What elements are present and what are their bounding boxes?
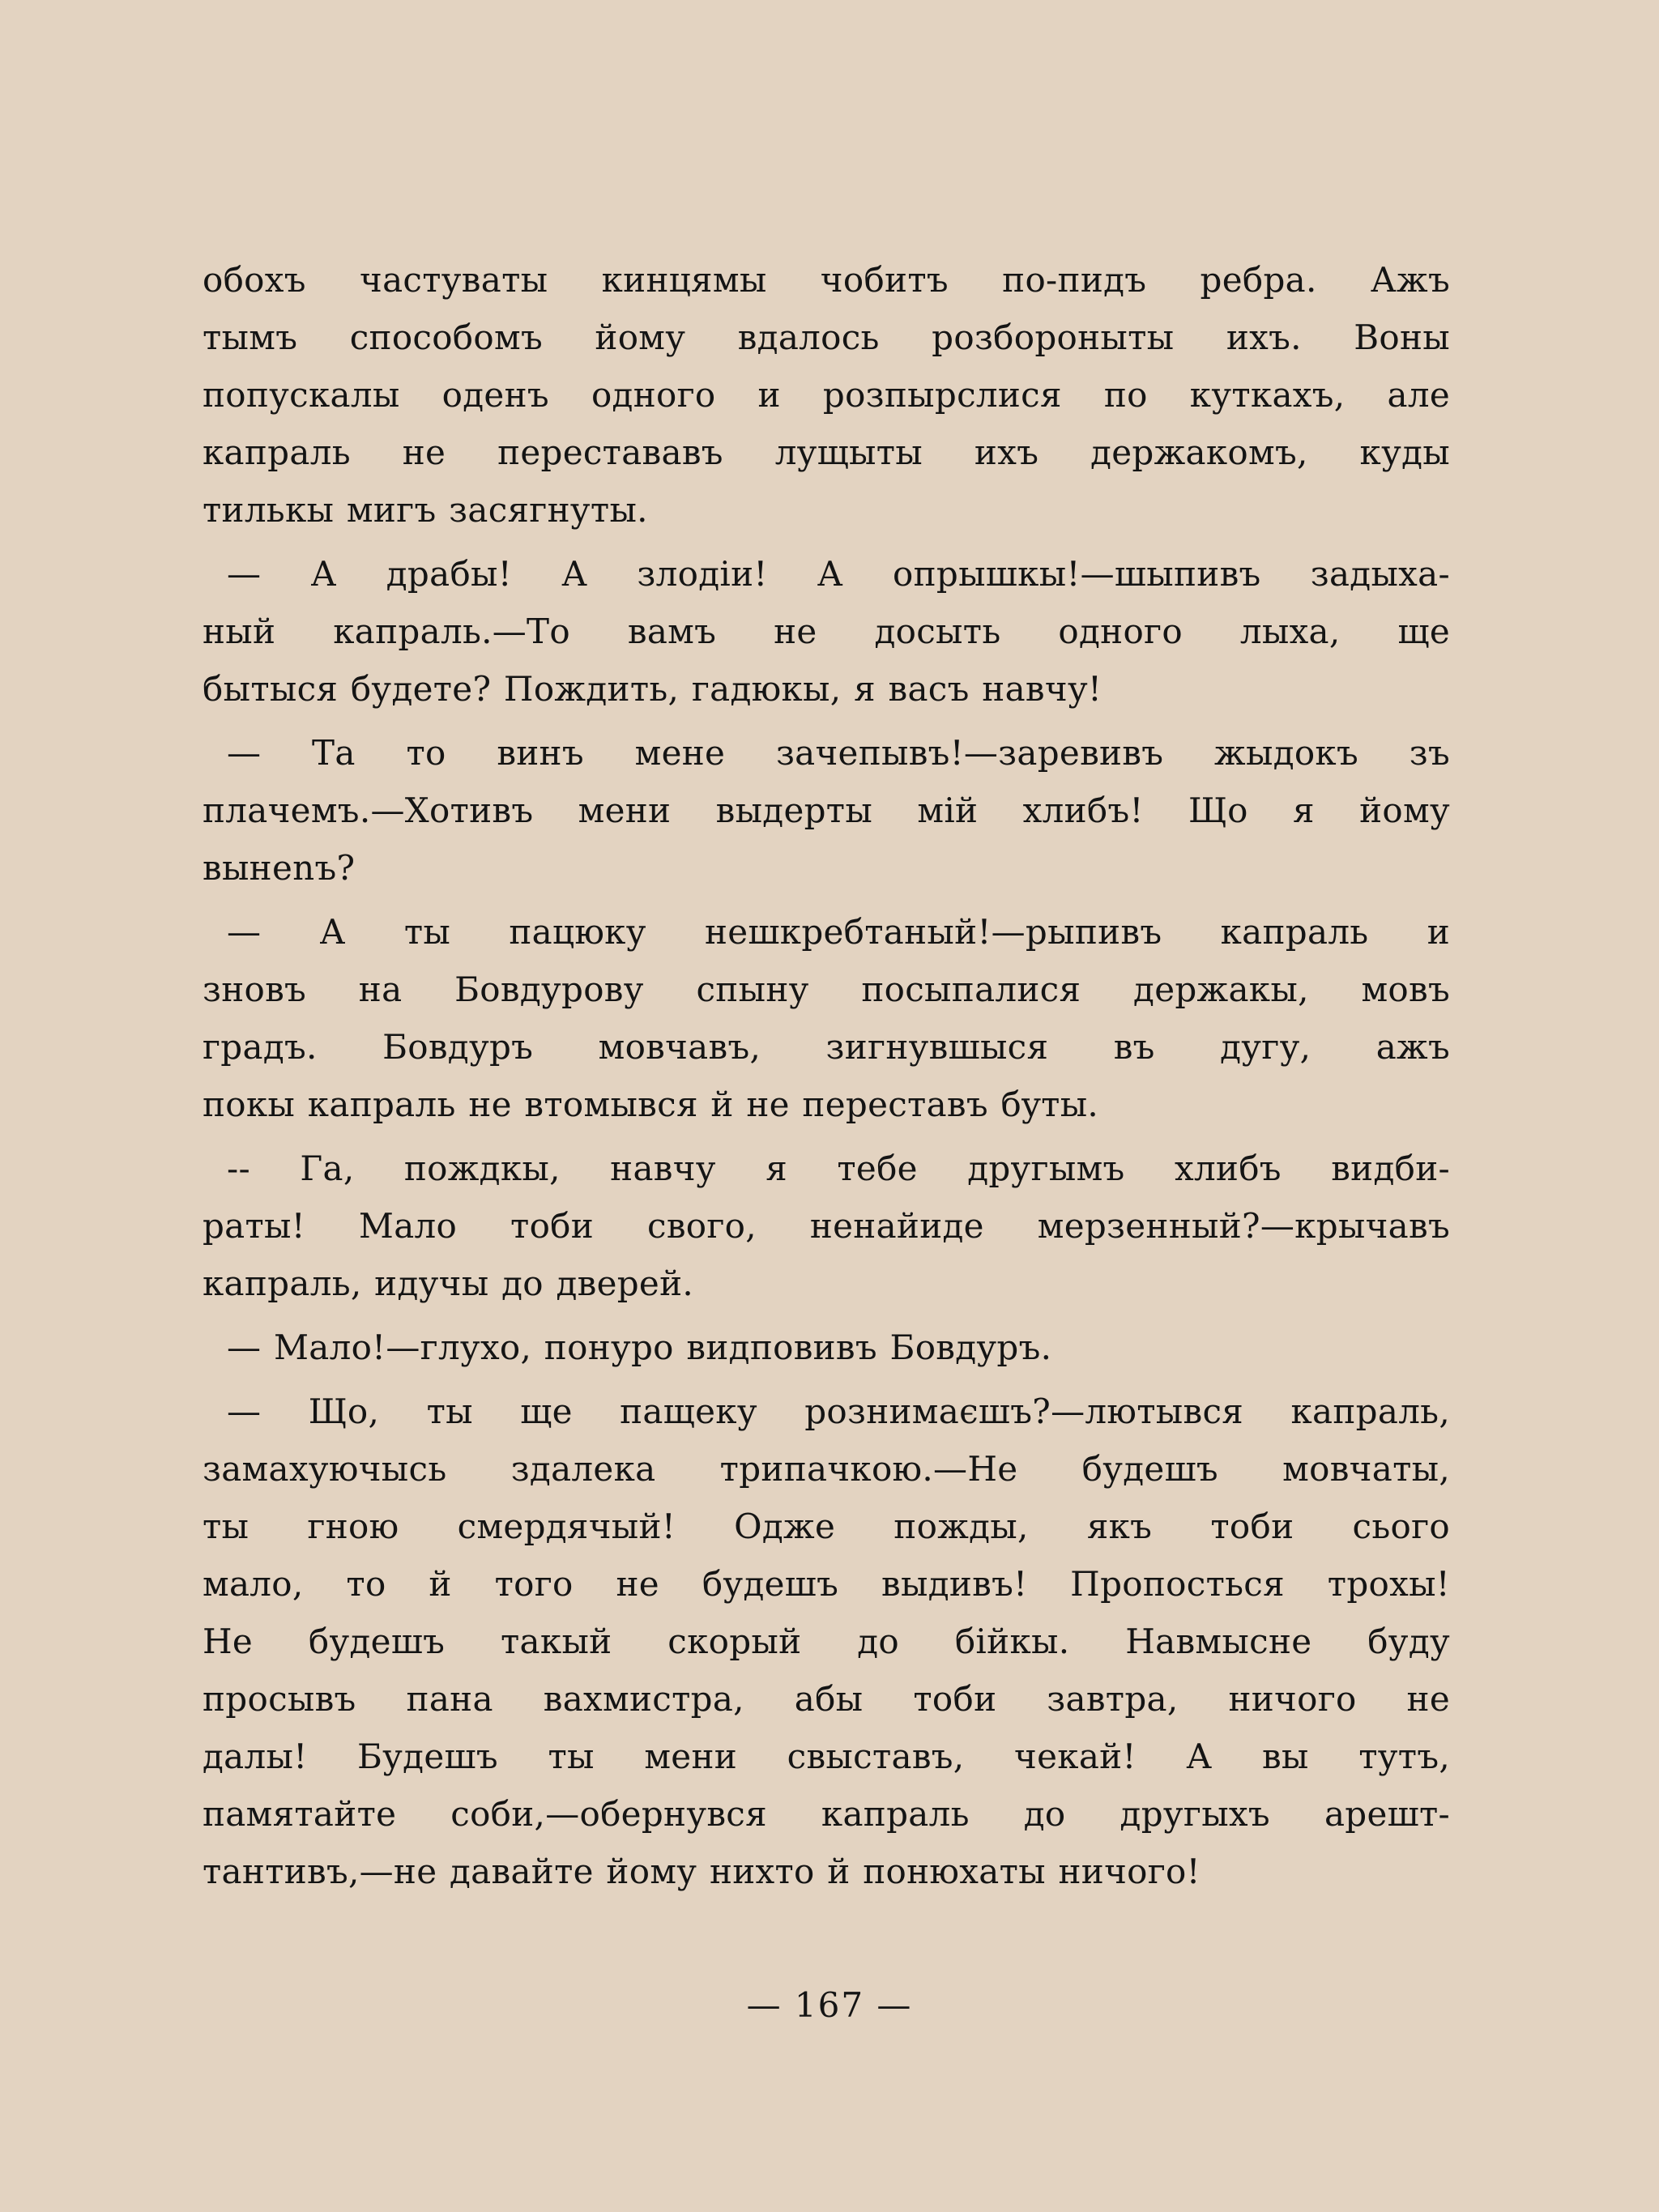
- paragraph: [203, 1140, 1450, 1312]
- text-line: ты гною смердячый! Одже пожды, якъ тоби сього: [203, 1507, 1450, 1546]
- text-line: вынenъ?: [203, 848, 356, 888]
- text-line: — Що, ты ще пащеку рознимаєшъ?—лютывся капраль,: [227, 1392, 1450, 1431]
- text-line: — Та то винъ мене зачепывъ!—заревивъ жыдокъ зъ: [227, 733, 1450, 773]
- text-line: тантивъ,—не давайте йому нихто й понюхаты ничого!: [203, 1852, 1201, 1891]
- text-line: попускалы оденъ одного и розпырслися по куткахъ, але: [203, 375, 1450, 415]
- page-number: — 167 —: [746, 1985, 913, 2025]
- text-line: раты! Мало тоби свого, ненайиде мерзенный?—крычавъ: [203, 1206, 1450, 1246]
- text-line: Не будешъ такый скорый до бійкы. Навмысне буду: [203, 1622, 1450, 1661]
- text-line: тилькы мигъ засягнуты.: [203, 490, 648, 530]
- paragraph: [203, 1383, 1450, 1900]
- text-line: бытыся будете? Пождить, гадюкы, я васъ навчу!: [203, 669, 1102, 709]
- text-line: — А ты пацюку нешкребтаный!—рыпивъ капраль и: [227, 912, 1450, 952]
- text-line: капраль не перестававъ лущыты ихъ держакомъ, куды: [203, 433, 1450, 472]
- text-line: памятайте соби,—обернувся капраль до другыхъ арешт-: [203, 1794, 1450, 1834]
- paragraph: [203, 1319, 1450, 1376]
- text-line: просывъ пана вахмистра, абы тоби завтра, ничого не: [203, 1679, 1450, 1719]
- text-line: покы капраль не втомывся й не переставъ бyты.: [203, 1085, 1099, 1124]
- paragraph: [203, 251, 1450, 539]
- text-line: — А драбы! А злодіи! А опрышкы!—шыпивъ задыха-: [227, 554, 1450, 594]
- text-line: градъ. Бовдуръ мовчавъ, зигнувшыся въ дугу, ажъ: [203, 1027, 1450, 1067]
- text-line: плачемъ.—Хотивъ мени выдерты мій хлибъ! Що я йому: [203, 791, 1450, 830]
- text-line: замахуючысь здалека трипачкою.—Не будешъ мовчаты,: [203, 1449, 1450, 1489]
- text-line: мало, то й того не будешъ выдивъ! Пропосться трохы!: [203, 1564, 1450, 1604]
- text-line: -- Га, пождкы, навчу я тебе другымъ хлибъ видби-: [227, 1149, 1450, 1188]
- text-line: капраль, идучы до дверей.: [203, 1264, 694, 1303]
- body-text: [203, 251, 1450, 1900]
- text-line: далы! Будешъ ты мени свыставъ, чекай! А вы тутъ,: [203, 1737, 1450, 1776]
- text-line: обохъ частуваты кинцямы чобитъ по-пидъ ребра. Ажъ: [203, 260, 1450, 300]
- text-line: ный капраль.—То вамъ не досыть одного лыха, ще: [203, 612, 1450, 651]
- paragraph: [203, 724, 1450, 897]
- paragraph: [203, 903, 1450, 1133]
- text-line: зновъ на Бовдурову спыну посыпалися держакы, мовъ: [203, 970, 1450, 1009]
- paragraph: [203, 545, 1450, 718]
- text-line: тымъ способомъ йому вдалось розбороныты ихъ. Воны: [203, 318, 1450, 357]
- text-line: — Мало!—глухо, понуро видповивъ Бовдуръ.: [227, 1328, 1052, 1367]
